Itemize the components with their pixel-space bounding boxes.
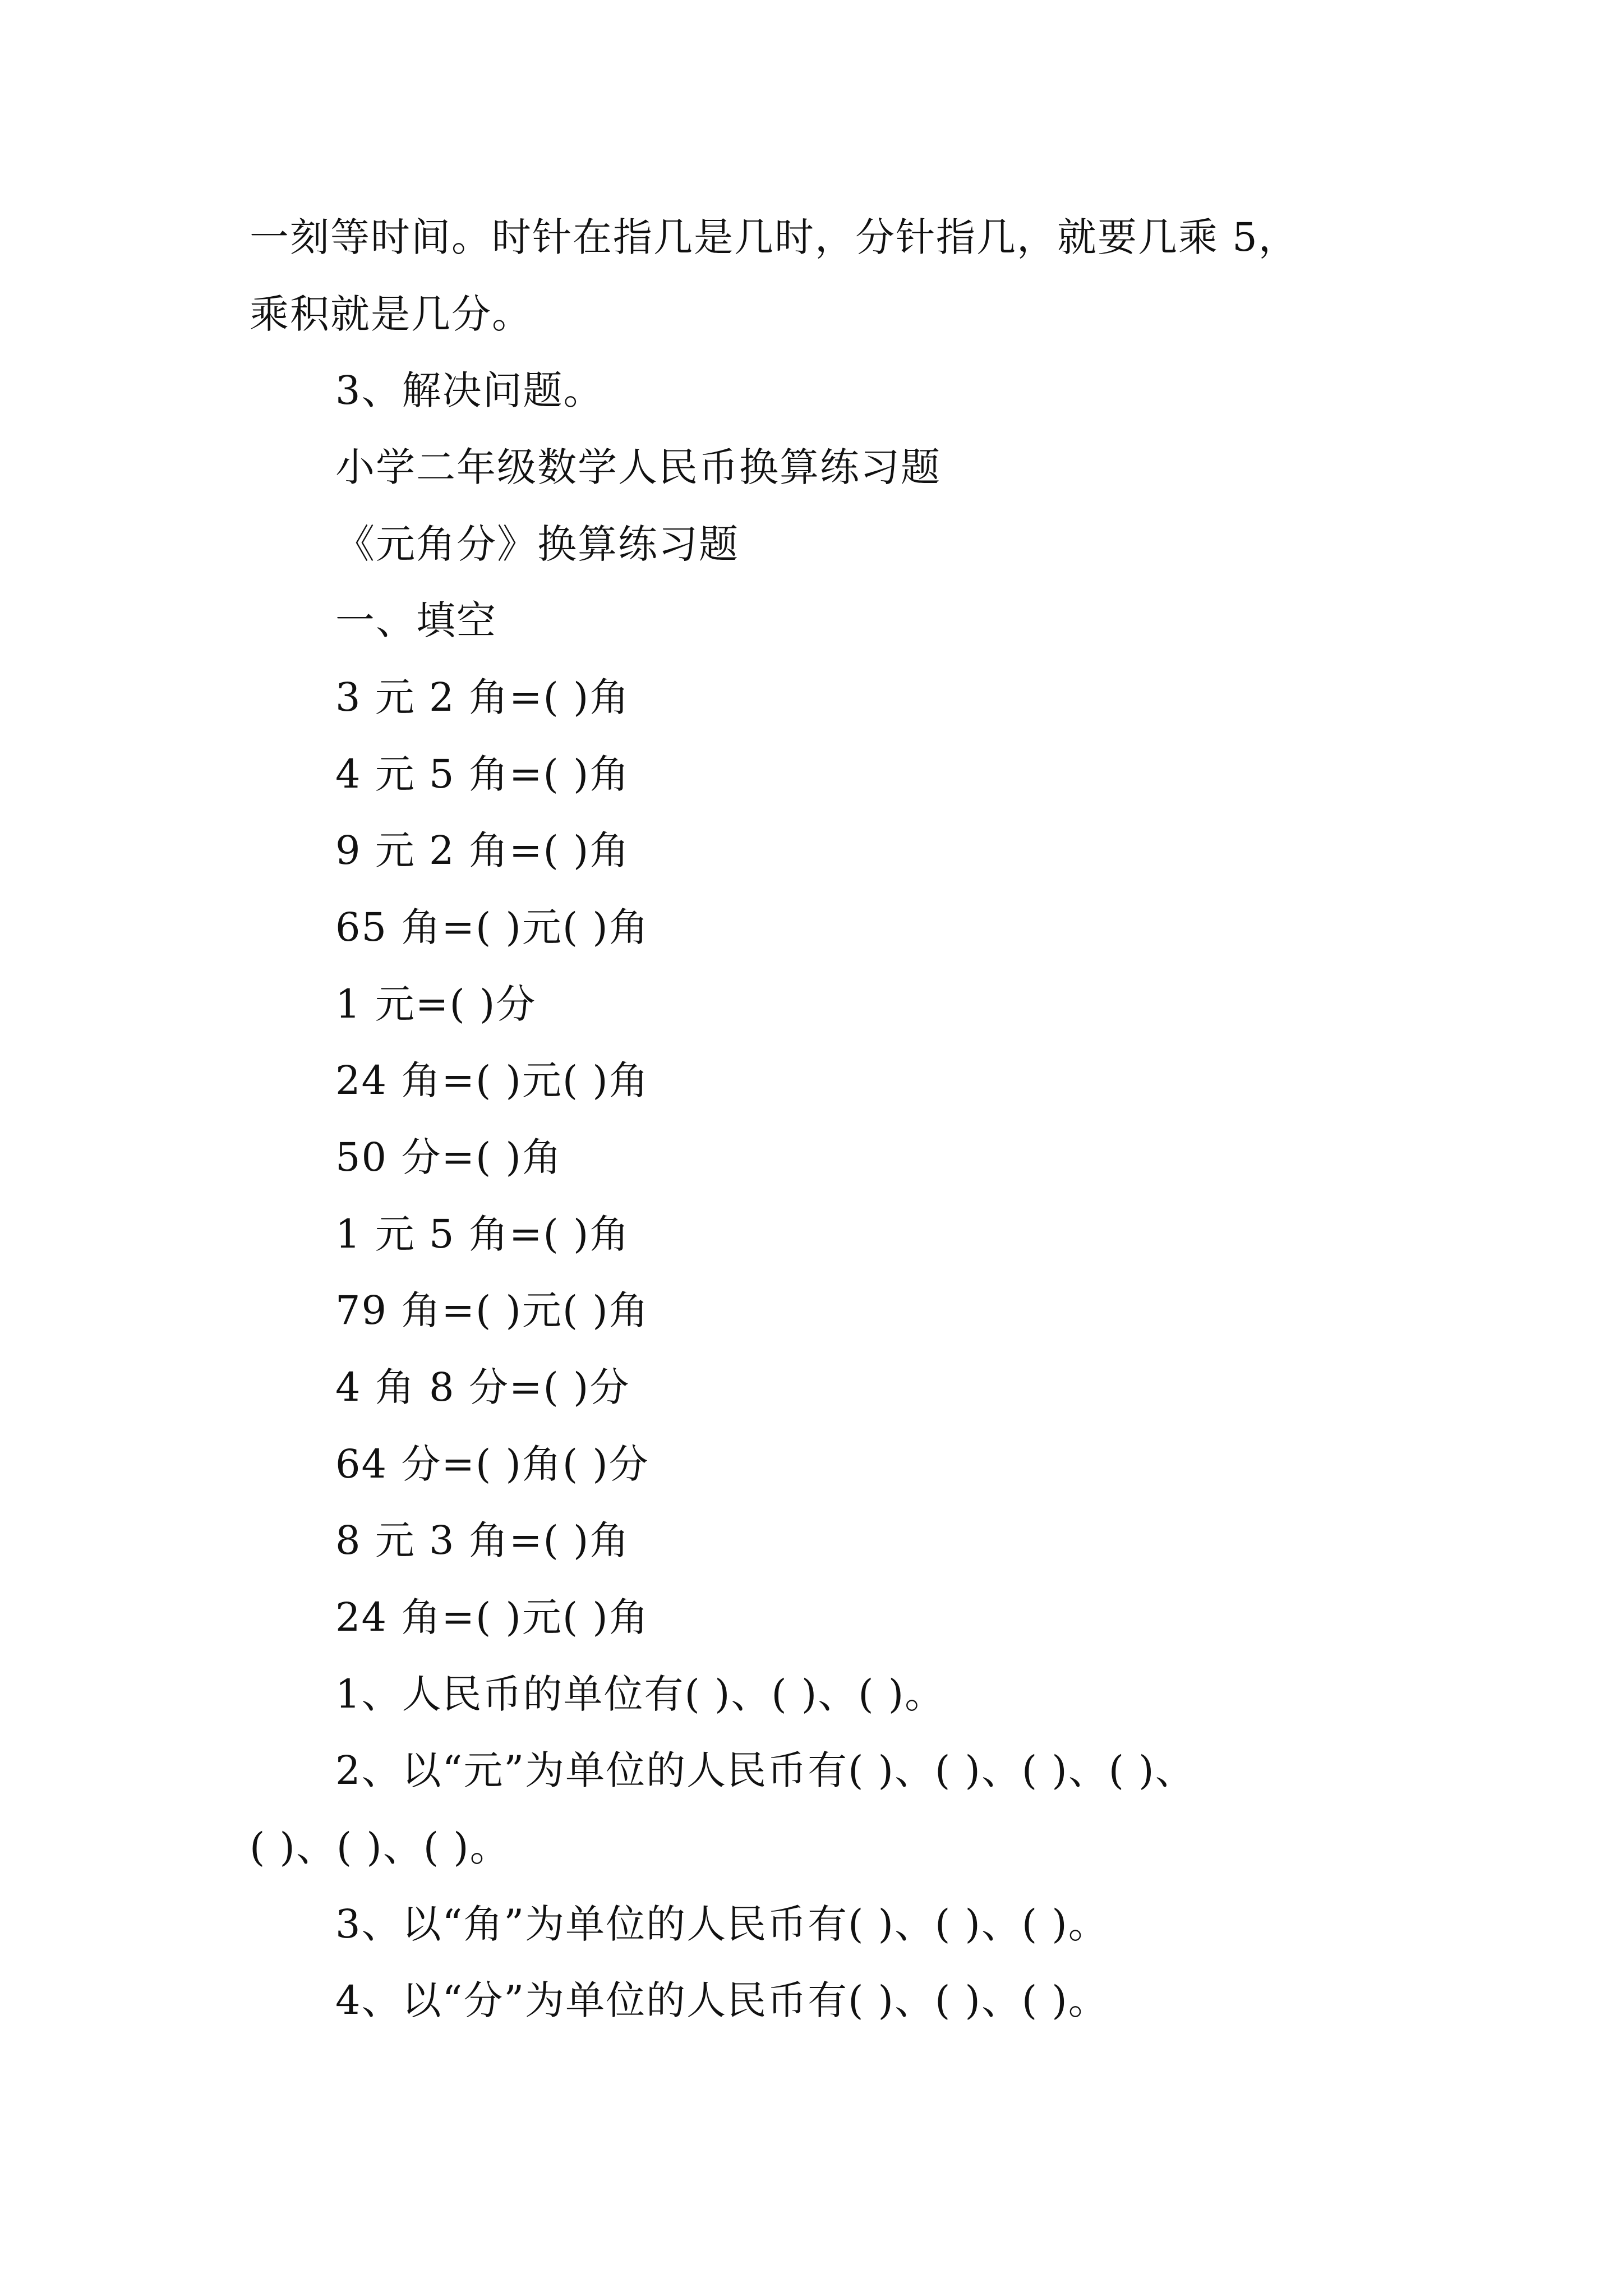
exercise-item: 1 元=( )分 — [335, 981, 537, 1027]
section-heading: 3、解决问题。 — [335, 367, 604, 413]
exercise-item: 24 角=( )元( )角 — [335, 1594, 649, 1640]
exercise-item: 4 角 8 分=( )分 — [335, 1364, 630, 1410]
question-item: 4、以“分”为单位的人民币有( )、( )、( )。 — [335, 1977, 1109, 2023]
question-item: 2、以“元”为单位的人民币有( )、( )、( )、( )、 — [335, 1747, 1196, 1793]
exercise-item: 50 分=( )角 — [335, 1134, 562, 1180]
exercise-item: 4 元 5 角=( )角 — [335, 751, 630, 797]
section-heading: 一、填空 — [335, 597, 497, 643]
exercise-item: 24 角=( )元( )角 — [335, 1057, 649, 1103]
question-item: 1、人民币的单位有( )、( )、( )。 — [335, 1671, 946, 1717]
exercise-item: 1 元 5 角=( )角 — [335, 1211, 630, 1257]
document-subtitle: 《元角分》换算练习题 — [335, 521, 739, 567]
question-item: 3、以“角”为单位的人民币有( )、( )、( )。 — [335, 1901, 1109, 1947]
text-line-continuation: 一刻等时间。时针在指几是几时，分针指几，就要几乘 5， — [250, 214, 1299, 260]
document-title: 小学二年级数学人民币换算练习题 — [335, 444, 941, 490]
question-item-continuation: ( )、( )、( )。 — [250, 1824, 510, 1870]
exercise-item: 65 角=( )元( )角 — [335, 904, 649, 950]
exercise-item: 64 分=( )角( )分 — [335, 1441, 649, 1487]
exercise-item: 79 角=( )元( )角 — [335, 1287, 649, 1333]
text-line-continuation: 乘积就是几分。 — [250, 291, 532, 337]
exercise-item: 3 元 2 角=( )角 — [335, 674, 630, 720]
exercise-item: 9 元 2 角=( )角 — [335, 827, 630, 873]
exercise-item: 8 元 3 角=( )角 — [335, 1517, 630, 1563]
